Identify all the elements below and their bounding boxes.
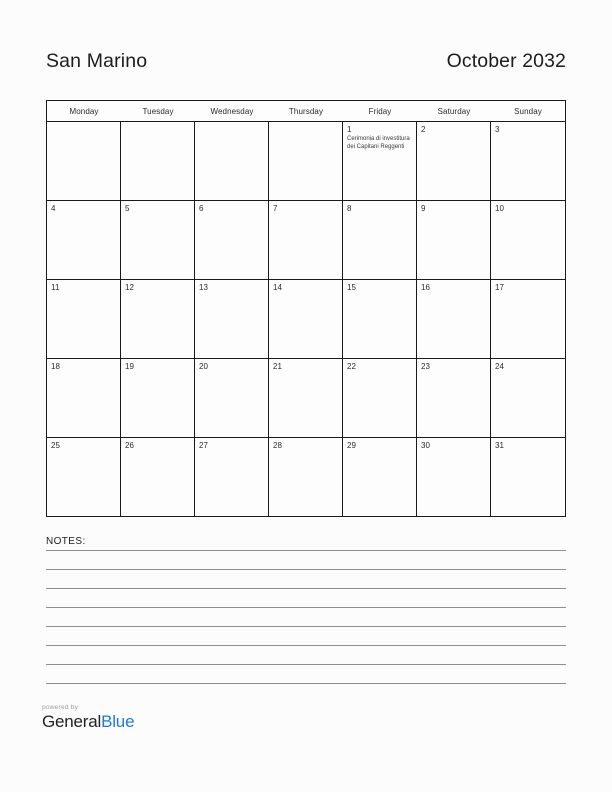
calendar-day-cell[interactable] bbox=[491, 122, 565, 200]
calendar-day-cell[interactable] bbox=[121, 438, 195, 516]
calendar-day-cell[interactable] bbox=[491, 359, 565, 437]
notes-line[interactable] bbox=[46, 550, 566, 551]
weekday-header-monday: Monday bbox=[69, 106, 99, 116]
day-number: 3 bbox=[495, 125, 500, 134]
calendar-week-row bbox=[47, 201, 565, 280]
day-number: 20 bbox=[199, 362, 209, 371]
day-number: 1 bbox=[347, 125, 352, 134]
page-title: San Marino bbox=[46, 50, 148, 72]
calendar-day-cell-empty[interactable] bbox=[269, 122, 343, 200]
calendar-day-cell[interactable] bbox=[195, 359, 269, 437]
day-number: 7 bbox=[273, 204, 278, 213]
day-number: 27 bbox=[199, 441, 209, 450]
day-number: 19 bbox=[125, 362, 135, 371]
day-number: 26 bbox=[125, 441, 135, 450]
calendar-day-cell[interactable] bbox=[269, 280, 343, 358]
notes-line[interactable] bbox=[46, 683, 566, 684]
calendar-day-cell[interactable] bbox=[121, 280, 195, 358]
calendar-week-row bbox=[47, 438, 565, 517]
day-number: 28 bbox=[273, 441, 283, 450]
month-year-label: October 2032 bbox=[446, 50, 566, 72]
calendar-day-cell-empty[interactable] bbox=[47, 122, 121, 200]
calendar-day-cell[interactable] bbox=[47, 201, 121, 279]
event-label: Cerimonia di investitura dei Capitani Reggenti bbox=[347, 136, 410, 150]
calendar-day-cell[interactable] bbox=[47, 438, 121, 516]
weekday-header-friday: Friday bbox=[368, 106, 392, 116]
day-number: 12 bbox=[125, 283, 135, 292]
brand-name bbox=[42, 712, 134, 732]
calendar-day-cell[interactable] bbox=[121, 359, 195, 437]
day-number: 11 bbox=[51, 283, 60, 292]
weekday-header-tuesday: Tuesday bbox=[142, 106, 174, 116]
calendar-day-cell[interactable] bbox=[195, 438, 269, 516]
notes-line[interactable] bbox=[46, 569, 566, 570]
day-number: 22 bbox=[347, 362, 357, 371]
day-number: 16 bbox=[421, 283, 431, 292]
calendar-day-cell[interactable] bbox=[269, 438, 343, 516]
day-number: 10 bbox=[495, 204, 505, 213]
calendar-day-cell[interactable] bbox=[343, 438, 417, 516]
calendar-day-cell[interactable] bbox=[417, 201, 491, 279]
weekday-header-row bbox=[47, 101, 565, 122]
weekday-header-thursday: Thursday bbox=[288, 106, 324, 116]
day-number: 29 bbox=[347, 441, 357, 450]
calendar-day-cell[interactable] bbox=[269, 359, 343, 437]
calendar-day-cell[interactable] bbox=[491, 201, 565, 279]
notes-line[interactable] bbox=[46, 607, 566, 608]
calendar-day-cell[interactable] bbox=[343, 122, 417, 200]
calendar-day-cell[interactable] bbox=[269, 201, 343, 279]
calendar-day-cell-empty[interactable] bbox=[195, 122, 269, 200]
calendar-day-cell[interactable] bbox=[195, 201, 269, 279]
weekday-header-sunday: Sunday bbox=[514, 106, 542, 116]
day-number: 15 bbox=[347, 283, 357, 292]
notes-lines[interactable] bbox=[46, 550, 566, 684]
weekday-header-saturday: Saturday bbox=[437, 106, 471, 116]
page-header bbox=[46, 50, 566, 84]
calendar-day-cell[interactable] bbox=[343, 359, 417, 437]
calendar-day-cell[interactable] bbox=[343, 201, 417, 279]
footer-logo bbox=[42, 704, 134, 732]
notes-label: NOTES: bbox=[46, 536, 86, 547]
day-number: 14 bbox=[273, 283, 283, 292]
day-number: 4 bbox=[51, 204, 56, 213]
day-number: 21 bbox=[273, 362, 283, 371]
day-number: 18 bbox=[51, 362, 61, 371]
day-number: 25 bbox=[51, 441, 61, 450]
calendar-day-cell[interactable] bbox=[491, 438, 565, 516]
notes-line[interactable] bbox=[46, 588, 566, 589]
weekday-header-wednesday: Wednesday bbox=[210, 106, 254, 116]
calendar-day-cell[interactable] bbox=[47, 280, 121, 358]
calendar-day-cell[interactable] bbox=[195, 280, 269, 358]
notes-line[interactable] bbox=[46, 645, 566, 646]
powered-by-label: powered by bbox=[42, 704, 79, 711]
day-number: 2 bbox=[421, 125, 426, 134]
day-number: 13 bbox=[199, 283, 209, 292]
calendar-day-cell[interactable] bbox=[47, 359, 121, 437]
calendar-day-cell[interactable] bbox=[121, 201, 195, 279]
calendar-day-cell[interactable] bbox=[417, 359, 491, 437]
day-number: 6 bbox=[199, 204, 204, 213]
day-number: 24 bbox=[495, 362, 505, 371]
calendar-grid bbox=[46, 100, 566, 517]
calendar-day-cell[interactable] bbox=[417, 280, 491, 358]
day-number: 23 bbox=[421, 362, 431, 371]
day-events bbox=[347, 136, 412, 151]
notes-line[interactable] bbox=[46, 664, 566, 665]
notes-section bbox=[46, 536, 566, 684]
notes-line[interactable] bbox=[46, 626, 566, 627]
brand-name-part2: Blue bbox=[101, 712, 135, 731]
day-number: 5 bbox=[125, 204, 130, 213]
calendar-day-cell[interactable] bbox=[417, 122, 491, 200]
day-number: 8 bbox=[347, 204, 352, 213]
calendar-weeks bbox=[47, 122, 565, 517]
day-number: 31 bbox=[495, 441, 505, 450]
calendar-day-cell[interactable] bbox=[343, 280, 417, 358]
day-number: 17 bbox=[495, 283, 505, 292]
calendar-day-cell[interactable] bbox=[417, 438, 491, 516]
day-number: 30 bbox=[421, 441, 431, 450]
calendar-week-row bbox=[47, 359, 565, 438]
day-number: 9 bbox=[421, 204, 426, 213]
brand-name-part1: General bbox=[42, 712, 102, 731]
calendar-week-row bbox=[47, 122, 565, 201]
calendar-week-row bbox=[47, 280, 565, 359]
calendar-day-cell[interactable] bbox=[491, 280, 565, 358]
calendar-day-cell-empty[interactable] bbox=[121, 122, 195, 200]
